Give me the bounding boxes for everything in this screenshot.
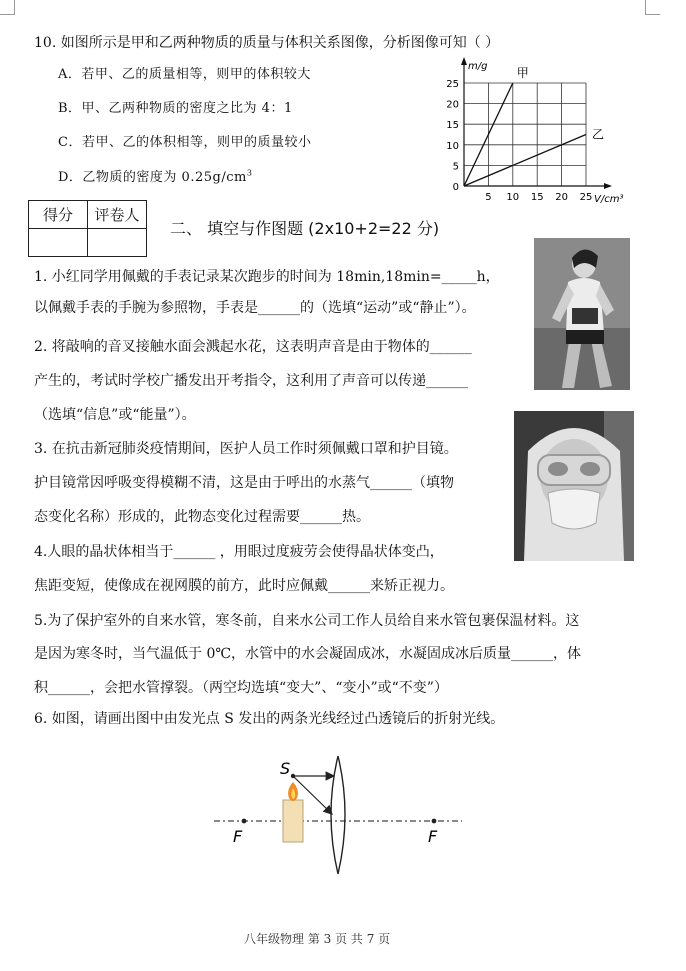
score-box [28,200,147,257]
x-tick-label-1: 5 [485,192,492,203]
runner-photo [534,238,630,390]
series-label-1: 甲 [516,66,529,80]
origin-label: 0 [452,182,459,193]
y-axis-arrow [461,57,467,65]
series-label-2: 乙 [592,127,605,142]
score-box-grader-cell [88,229,147,257]
convex-lens-figure [200,750,470,880]
corner-mark-top-right [645,0,660,15]
section-title: 二、 填空与作图题 (2x10+2=22 分) [170,219,440,238]
q2-line-1: 2. 将敲响的音叉接触水面会溅起水花，这表明声音是由于物体的______ [34,339,472,355]
score-box-score-header: 得分 [29,201,88,229]
q2-line-2: 产生的，考试时学校广播发出开考指令，这利用了声音可以传递______ [34,373,468,389]
page-footer: 八年级物理 第 3 页 共 7 页 [244,932,391,946]
q3-line-3: 态变化名称）形成的，此物态变化过程需要______热。 [34,509,370,525]
corner-mark-top-left [0,0,15,15]
focus-point-right [432,819,437,824]
x-axis-arrow [604,183,612,189]
convex-lens [331,756,345,874]
source-label: S [280,759,291,778]
q5-line-1: 5.为了保护室外的自来水管，寒冬前，自来水公司工作人员给自来水管包裹保温材料。这 [34,613,580,629]
q10-option-a: A．若甲、乙的质量相等，则甲的体积较大 [58,67,311,82]
runner-figure [534,238,630,390]
x-tick-label-2: 10 [506,192,520,203]
q1-line-2: 以佩戴手表的手腕为参照物，手表是______的（选填“运动”或“静止”）。 [34,300,476,316]
candle-body [283,800,303,842]
series-line-2 [464,135,586,187]
medical-worker-photo [514,411,634,561]
q10-option-c: C．若甲、乙的体积相等，则甲的质量较小 [58,135,312,150]
q3-line-1: 3. 在抗击新冠肺炎疫情期间，医护人员工作时须佩戴口罩和护目镜。 [34,441,458,457]
q2-line-3: （选填“信息”或“能量”）。 [34,407,196,423]
q4-line-2: 焦距变短，使像成在视网膜的前方，此时应佩戴______来矫正视力。 [34,578,454,594]
q10-option-d-text: D．乙物质的密度为 0.25g/cm [58,170,247,185]
y-tick-label-2: 10 [446,140,459,152]
y-tick-label-5: 25 [446,79,459,90]
focus-point-left [242,819,247,824]
x-tick-label-5: 25 [579,192,593,203]
x-axis-label: V/cm³ [594,194,624,205]
q10-option-d-sup: 3 [246,168,253,178]
q10-stem: 10. 如图所示是甲和乙两种物质的质量与体积关系图像，分析图像可知（ ） [34,35,500,51]
q5-line-3: 积______，会把水管撑裂。（两空均选填“变大”、“变小”或“不变”） [34,680,448,696]
q5-line-2: 是因为寒冬时，当气温低于 0℃，水管中的水会凝固成冰，水凝固成冰后质量______，体 [34,646,582,662]
y-tick-label-1: 5 [452,161,459,173]
score-box-grader-header: 评卷人 [88,201,147,229]
x-tick-label-3: 15 [530,192,544,203]
x-tick-label-4: 20 [555,192,568,203]
focus-label-left: F [233,827,243,846]
q10-option-b: B．甲、乙两种物质的密度之比为 4：1 [58,101,293,116]
q6-line-1: 6. 如图，请画出图中由发光点 S 发出的两条光线经过凸透镜后的折射光线。 [34,711,505,727]
medical-worker-figure [514,411,634,561]
q4-line-1: 4.人眼的晶状体相当于______ ，用眼过度疲劳会使得晶状体变凸， [34,544,444,560]
y-axis-label: m/g [468,61,488,72]
q1-line-1: 1. 小红同学用佩戴的手表记录某次跑步的时间为 18min,18min=_____h， [34,269,500,285]
q3-line-2: 护目镜常因呼吸变得模糊不清，这是由于呼出的水蒸气______（填物 [34,475,454,491]
q10-option-d [58,166,252,185]
score-box-score-cell [29,229,88,257]
focus-label-right: F [428,827,438,846]
source-point [291,774,295,778]
y-tick-label-3: 15 [446,120,459,132]
mass-volume-chart [440,56,640,206]
y-tick-label-4: 20 [446,99,459,111]
